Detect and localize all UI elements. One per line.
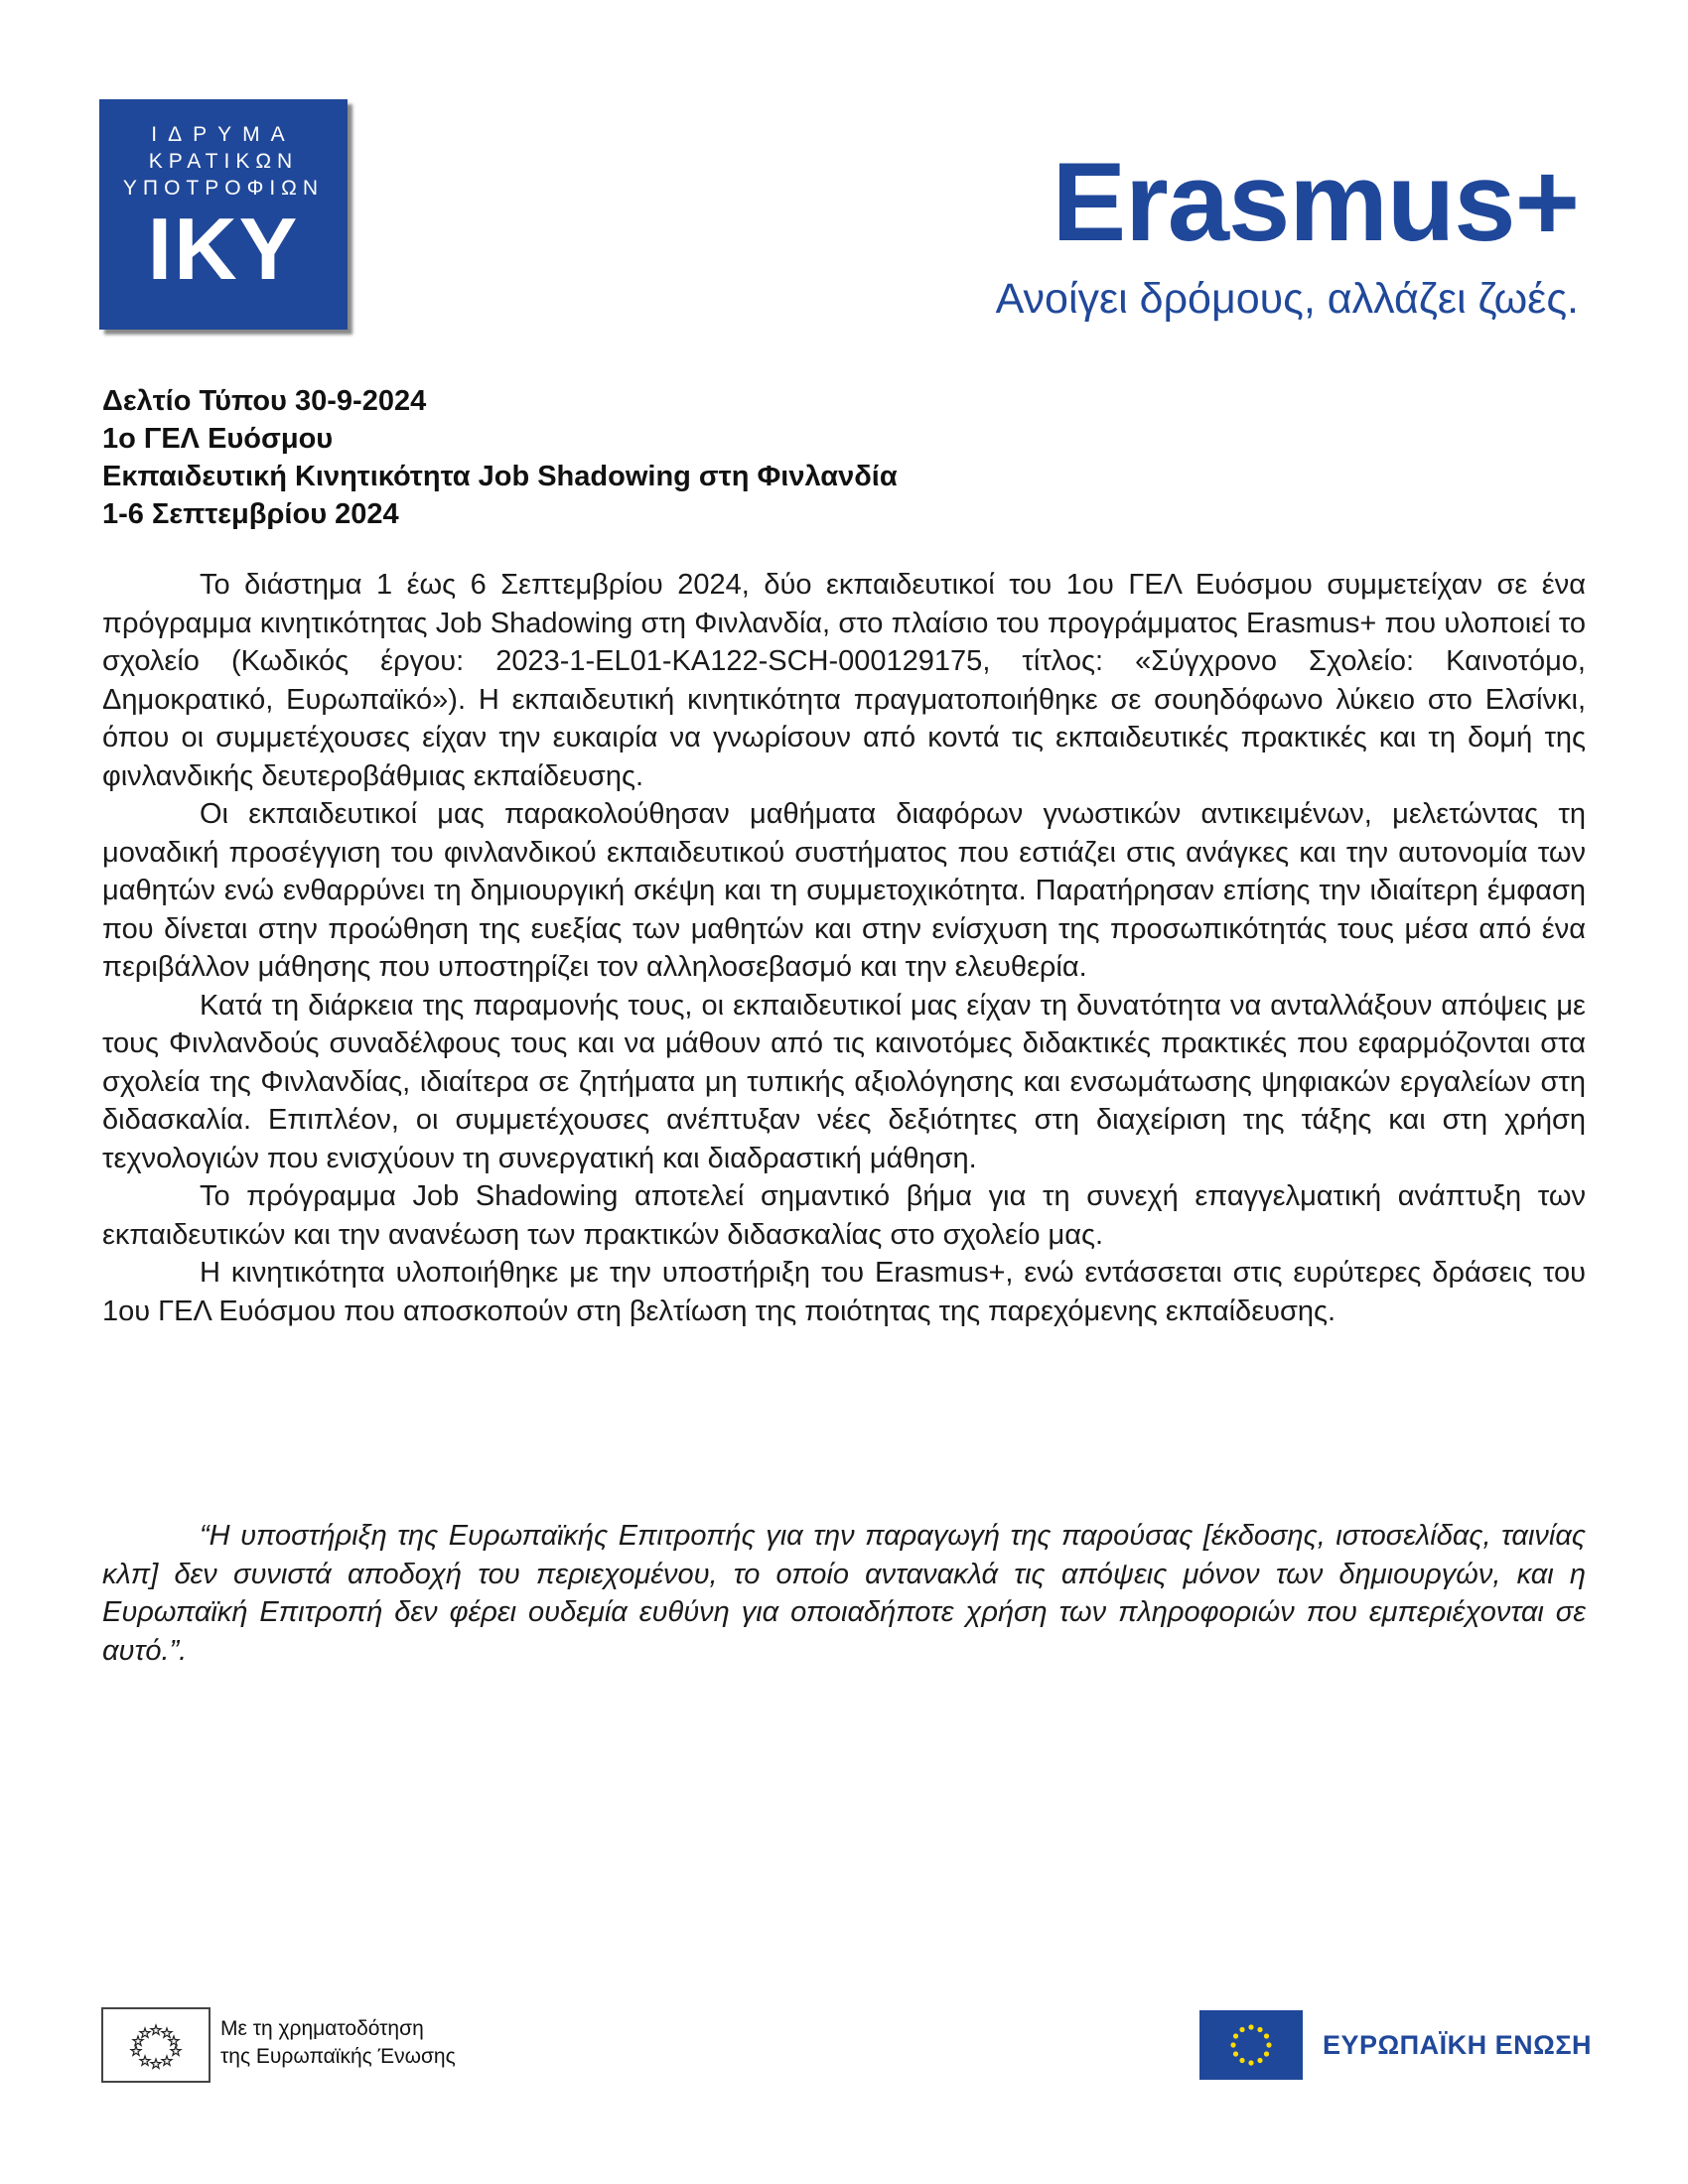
paragraph-2: Οι εκπαιδευτικοί μας παρακολούθησαν μαθήματα διαφόρων γνωστικών αντικειμένων, μελετώντας τη μοναδική προσέγγιση του φινλανδικού εκπαιδευτικού συστήματος που εστιάζει στις ανάγκες και την αυτονομία των μαθητών ενώ ενθαρρύνει τη δημιουργική σκέψη και τη συμμετοχικότητα. Παρατήρησαν επίσης την ιδιαίτερη έμφαση που δίνεται στην προώθηση της ευεξίας των μαθητών και στην ενίσχυση της προσωπικότητάς τους μέσα από ένα περιβάλλον μάθησης που υποστηρίζει τον αλληλοσεβασμό και την ελευθερία. <box>102 798 1586 983</box>
press-release-body <box>102 566 1586 1330</box>
flag-star <box>1248 2060 1253 2065</box>
star-outline <box>140 2056 150 2065</box>
eu-flag-icon <box>1199 2010 1303 2080</box>
star-outline <box>162 2056 172 2065</box>
paragraph-3: Κατά τη διάρκεια της παραμονής τους, οι εκπαιδευτικοί μας είχαν τη δυνατότητα να ανταλλάξουν απόψεις με τους Φινλανδούς συναδέλφους τους και να μάθουν από τις καινοτόμες διδακτικές πρακτικές που εφαρμόζονται στα σχολεία της Φινλανδίας, ιδιαίτερα σε ζητήματα μη τυπικής αξιολόγησης και ενσωμάτωσης ψηφιακών εργαλείων στη διδασκαλία. Επιπλέον, οι συμμετέχουσες ανέπτυξαν νέες δεξιότητες στη διαχείριση της τάξης και στη χρήση τεχνολογιών που ενισχύουν τη συνεργατική και διαδραστική μάθηση. <box>102 989 1586 1174</box>
iky-logo <box>99 99 348 330</box>
heading-period: 1-6 Σεπτεμβρίου 2024 <box>102 498 399 530</box>
flag-star <box>1248 2024 1253 2029</box>
star-outline <box>151 2059 161 2068</box>
iky-line-1: ΙΔΡΥΜΑ <box>151 123 296 146</box>
iky-line-3: ΥΠΟΤΡΟΦΙΩΝ <box>122 177 325 200</box>
eu-emblem <box>1199 2010 1597 2080</box>
flag-star <box>1266 2042 1271 2047</box>
flag-star <box>1230 2042 1235 2047</box>
flag-star <box>1264 2051 1269 2056</box>
co-funded-badge <box>101 2007 508 2081</box>
star-outline <box>140 2028 150 2037</box>
heading-school: 1ο ΓΕΛ Ευόσμου <box>102 423 334 455</box>
flag-star <box>1264 2033 1269 2038</box>
eu-stars-outline-svg <box>103 2009 209 2081</box>
flag-star <box>1257 2058 1262 2063</box>
co-funded-text <box>220 2015 456 2071</box>
paragraph-4: Το πρόγραμμα Job Shadowing αποτελεί σημαντικό βήμα για τη συνεχή επαγγελματική ανάπτυξη των εκπαιδευτικών και την ανανέωση των πρακτικών διδασκαλίας στο σχολείο μας. <box>102 1180 1586 1251</box>
flag-star <box>1257 2027 1262 2032</box>
paragraph-1: Το διάστημα 1 έως 6 Σεπτεμβρίου 2024, δύο εκπαιδευτικοί του 1ου ΓΕΛ Ευόσμου συμμετείχαν σε ένα πρόγραμμα κινητικότητας Job Shadowing στη Φινλανδία, στο πλαίσιο του προγράμματος Erasmus+ που υλοποιεί το σχολείο (Κωδικός έργου: 2023-1-EL01-KA122-SCH-000129175, τίτλος: «Σύγχρονο Σχολείο: Καινοτόμο, Δημοκρατικό, Ευρωπαϊκό»). Η εκπαιδευτική κινητικότητα πραγματοποιήθηκε σε σουηδόφωνο λύκειο στο Ελσίνκι, όπου οι συμμετέχουσες είχαν την ευκαιρία να γνωρίσουν από κοντά τις εκπαιδευτικές πρακτικές και τη δομή της φινλανδικής δευτεροβάθμιας εκπαίδευσης. <box>102 569 1586 792</box>
eu-flag-outline-icon <box>101 2007 211 2083</box>
iky-abbreviation: ΙΚΥ <box>147 200 300 298</box>
iky-line-2: ΚΡΑΤΙΚΩΝ <box>148 150 299 173</box>
paragraph-5: Η κινητικότητα υλοποιήθηκε με την υποστήριξη του Erasmus+, ενώ εντάσσεται στις ευρύτερες δράσεις του 1ου ΓΕΛ Ευόσμου που αποσκοπούν στη βελτίωση της ποιότητας της παρεχόμενης εκπαίδευσης. <box>102 1257 1586 1327</box>
eu-label: ΕΥΡΩΠΑΪΚΗ ΕΝΩΣΗ <box>1323 2030 1593 2060</box>
flag-star <box>1239 2058 1244 2063</box>
co-funded-line-2: της Ευρωπαϊκής Ένωσης <box>220 2045 456 2068</box>
press-release-heading <box>102 382 898 533</box>
star-outline <box>131 2046 141 2055</box>
eu-flag-svg <box>1199 2010 1303 2080</box>
eu-disclaimer: “Η υποστήριξη της Ευρωπαϊκής Επιτροπής για την παραγωγή της παρούσας [έκδοσης, ιστοσελίδας, ταινίας κλπ] δεν συνιστά αποδοχή του περιεχομένου, το οποίο αντανακλά τις απόψεις μόνον των δημιουργών, και η Ευρωπαϊκή Επιτροπή δεν φέρει ουδεμία ευθύνη για οποιαδήποτε χρήση των πληροφοριών που εμπεριέχονται σε αυτό.”. <box>102 1520 1586 1667</box>
erasmus-tagline: Ανοίγει δρόμους, αλλάζει ζωές. <box>995 275 1579 323</box>
co-funded-line-1: Με τη χρηματοδότηση <box>220 2017 424 2040</box>
heading-date: Δελτίο Τύπου 30-9-2024 <box>102 385 427 417</box>
flag-star <box>1233 2033 1238 2038</box>
star-outline <box>151 2025 161 2034</box>
star-outline <box>162 2028 172 2037</box>
flag-star <box>1233 2051 1238 2056</box>
erasmus-logo-text: Erasmus+ <box>1052 140 1579 264</box>
flag-star <box>1239 2027 1244 2032</box>
heading-title: Εκπαιδευτική Κινητικότητα Job Shadowing στη Φινλανδία <box>102 461 898 492</box>
star-outline <box>171 2046 181 2055</box>
